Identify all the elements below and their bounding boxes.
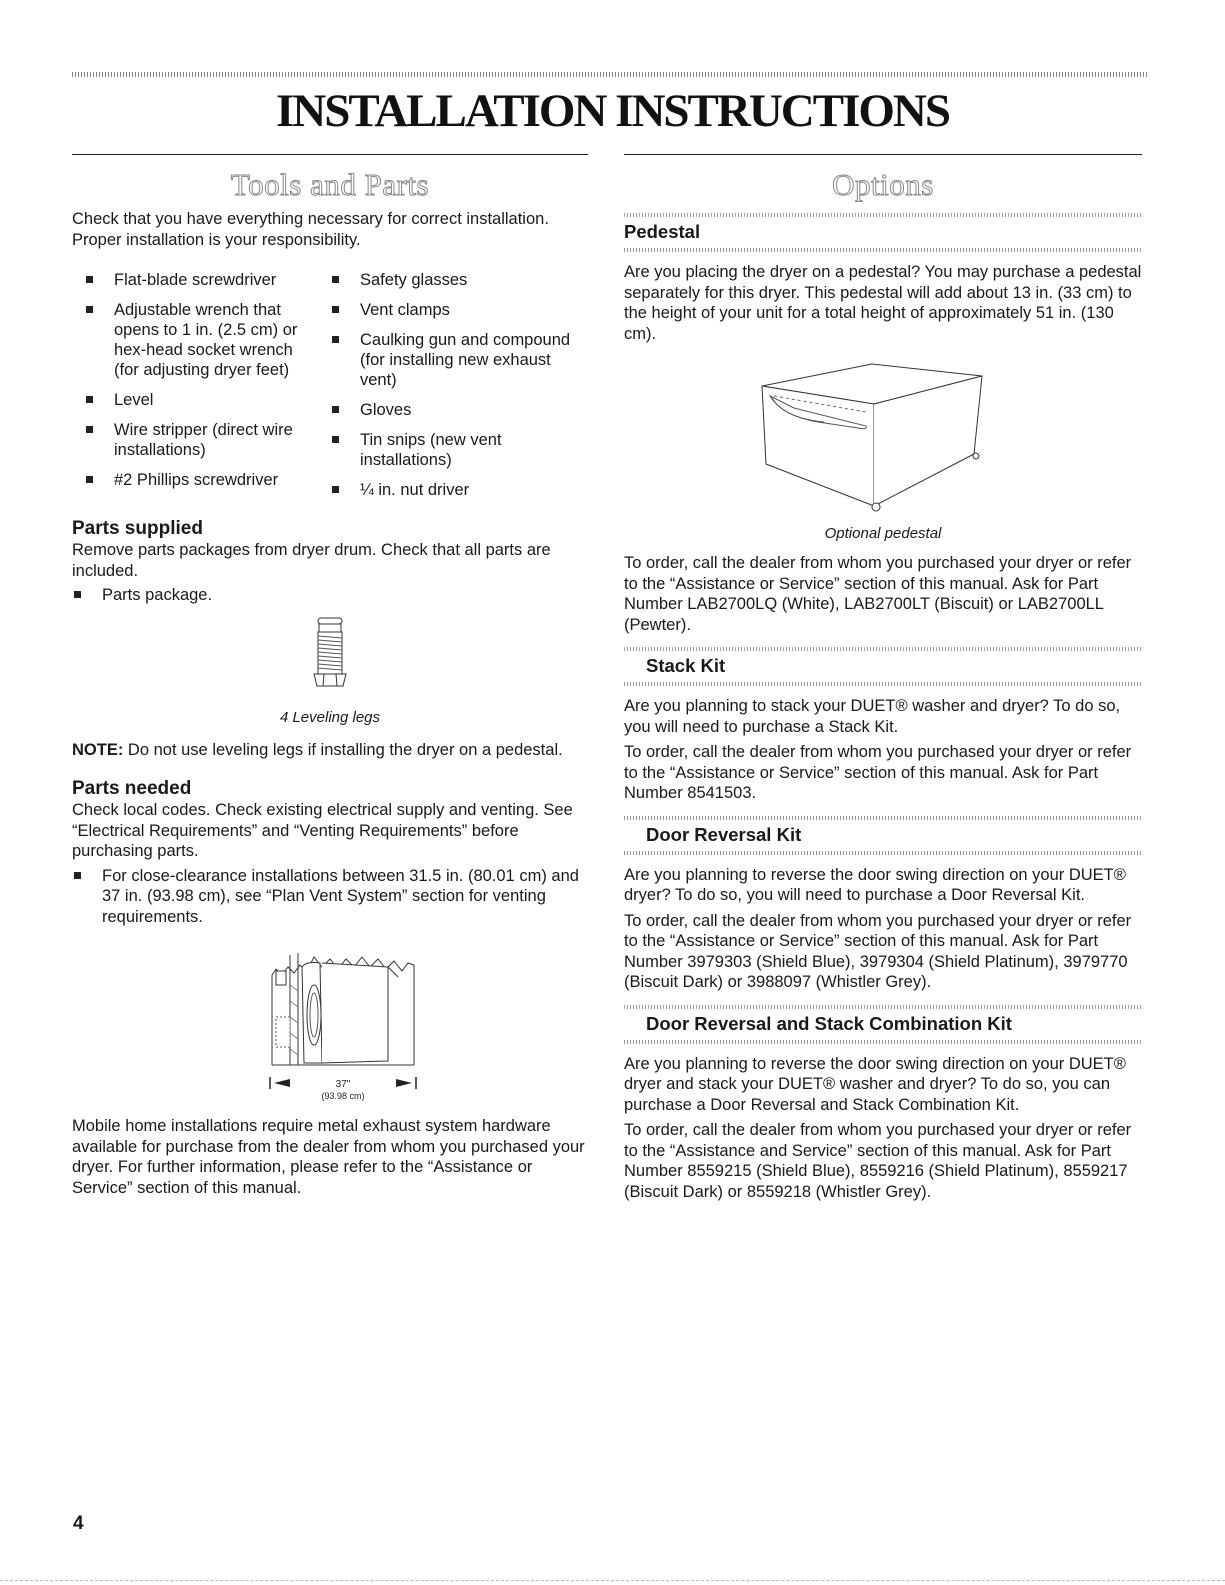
close-clearance-diagram <box>262 945 432 1103</box>
note-label: NOTE: <box>72 740 124 759</box>
list-item: #2 Phillips screwdriver <box>72 470 318 490</box>
tools-list-right <box>318 270 576 510</box>
footer-rule <box>0 1580 1225 1581</box>
list-item: Adjustable wrench that opens to 1 in. (2.5 cm) or hex-head socket wrench (for adjusting dryer feet) <box>72 300 318 380</box>
list-item: Wire stripper (direct wire installations) <box>72 420 318 460</box>
list-item: Level <box>72 390 318 410</box>
combo-kit-text: Are you planning to reverse the door swing direction on your DUET® dryer and stack your DUET® washer and dryer? To do so, you can purchase a Door Reversal and Stack Combination Kit. <box>624 1054 1126 1114</box>
bullet-icon <box>86 306 93 313</box>
stack-kit-order: To order, call the dealer from whom you purchased your dryer or refer to the “Assistance or Service” section of this manual. Ask for Part Number 8541503. <box>624 743 1132 802</box>
stack-kit-text: Are you planning to stack your DUET® washer and dryer? To do so, you will need to purchase a Stack Kit. <box>624 697 1121 736</box>
door-reversal-order: To order, call the dealer from whom you purchased your dryer or refer to the “Assistance or Service” section of this manual. Ask for Part Number 3979303 (Shield Blue), 3979304 (Shield Platinum), 3979770 (Biscuit Dark) or 3988097 (Whistler Grey). <box>624 911 1132 991</box>
note-text: Do not use leveling legs if installing the dryer on a pedestal. <box>123 740 563 759</box>
dimension-label: 37" <box>335 1079 351 1090</box>
list-item: Flat-blade screwdriver <box>72 270 318 290</box>
bullet-icon <box>332 336 339 343</box>
combo-kit-band-bottom <box>624 1040 1142 1044</box>
pedestal-text: Are you placing the dryer on a pedestal? You may purchase a pedestal separately for this dryer. This pedestal will add about 13 in. (33 cm) to the height of your unit for a total height of approximately 51 in. (130 cm). <box>624 263 1142 343</box>
note <box>72 740 588 761</box>
list-item: Vent clamps <box>318 300 576 320</box>
list-item: Gloves <box>318 400 576 420</box>
bullet-icon <box>86 396 93 403</box>
pedestal-illustration <box>754 356 994 516</box>
list-item: Tin snips (new vent installations) <box>318 430 576 470</box>
list-item: Parts package. <box>72 585 588 606</box>
tools-and-parts-heading: Tools and Parts <box>230 167 430 202</box>
dimension-metric-label: (93.98 cm) <box>321 1091 365 1101</box>
combo-kit-title: Door Reversal and Stack Combination Kit <box>646 1012 1012 1034</box>
parts-needed-text: Check local codes. Check existing electrical supply and venting. See “Electrical Requirements” and “Venting Requirements” before purchasing parts. <box>72 801 573 860</box>
door-reversal-text: Are you planning to reverse the door swing direction on your DUET® dryer? To do so, you will need to purchase a Door Reversal Kit. <box>624 865 1126 904</box>
list-item: Caulking gun and compound (for installing new exhaust vent) <box>318 330 576 390</box>
door-reversal-title: Door Reversal Kit <box>646 823 802 845</box>
parts-needed-heading: Parts needed <box>72 778 192 799</box>
parts-supplied-list <box>72 585 588 606</box>
options-column <box>624 154 1142 1202</box>
stack-kit-title: Stack Kit <box>646 655 726 676</box>
bullet-icon <box>86 276 93 283</box>
leveling-legs-caption: 4 Leveling legs <box>279 708 381 726</box>
bullet-icon <box>332 486 339 493</box>
tools-list-left <box>72 270 318 510</box>
list-item: Safety glasses <box>318 270 576 290</box>
leveling-leg-figure <box>72 616 588 701</box>
list-item: For close-clearance installations between 31.5 in. (80.01 cm) and 37 in. (93.98 cm), see “Plan Vent System” section for venting requirements. <box>72 866 588 928</box>
list-item: ¼ in. nut driver <box>318 480 576 500</box>
tools-list <box>72 270 588 510</box>
pedestal-caption: Optional pedestal <box>824 525 942 542</box>
section-rule <box>624 154 1142 155</box>
parts-supplied-heading: Parts supplied <box>72 518 203 539</box>
section-rule <box>72 154 588 155</box>
close-clearance-figure <box>262 945 588 1108</box>
mobile-home-text: Mobile home installations require metal exhaust system hardware available for purchase from the dealer from whom you purchased your dryer. For further information, please refer to the “Assistance or Service” section of this manual. <box>72 1117 585 1197</box>
bullet-icon <box>332 436 339 443</box>
tools-intro: Check that you have everything necessary for correct installation. Proper installation is your responsibility. <box>72 210 549 249</box>
leveling-leg-icon <box>310 616 350 696</box>
tools-and-parts-column <box>72 154 588 1198</box>
combo-kit-order: To order, call the dealer from whom you purchased your dryer or refer to the “Assistance and Service” section of this manual. Ask for Part Number 8559215 (Shield Blue), 8559216 (Shield Platinum), 8559217 (Biscuit Dark) or 8559218 (Whistler Grey). <box>624 1121 1132 1201</box>
bullet-icon <box>74 591 81 598</box>
stack-kit-band-bottom <box>624 682 1142 686</box>
bullet-icon <box>86 476 93 483</box>
bullet-icon <box>332 306 339 313</box>
page-title: INSTALLATION INSTRUCTIONS <box>275 85 950 137</box>
pedestal-band-bottom <box>624 248 1142 252</box>
door-reversal-band-bottom <box>624 851 1142 855</box>
page-number: 4 <box>73 1513 84 1534</box>
options-heading: Options <box>832 167 934 202</box>
bullet-icon <box>74 872 81 879</box>
pedestal-figure <box>754 356 1142 521</box>
bullet-icon <box>332 276 339 283</box>
parts-supplied-text: Remove parts packages from dryer drum. Check that all parts are included. <box>72 541 551 580</box>
bullet-icon <box>332 406 339 413</box>
pedestal-order: To order, call the dealer from whom you purchased your dryer or refer to the “Assistance or Service” section of this manual. Ask for Part Number LAB2700LQ (White), LAB2700LT (Biscuit) or LAB2700LL (Pewter). <box>624 554 1132 634</box>
pedestal-title: Pedestal <box>624 221 701 242</box>
bullet-icon <box>86 426 93 433</box>
header-band <box>72 72 1147 77</box>
parts-needed-list <box>72 866 588 928</box>
